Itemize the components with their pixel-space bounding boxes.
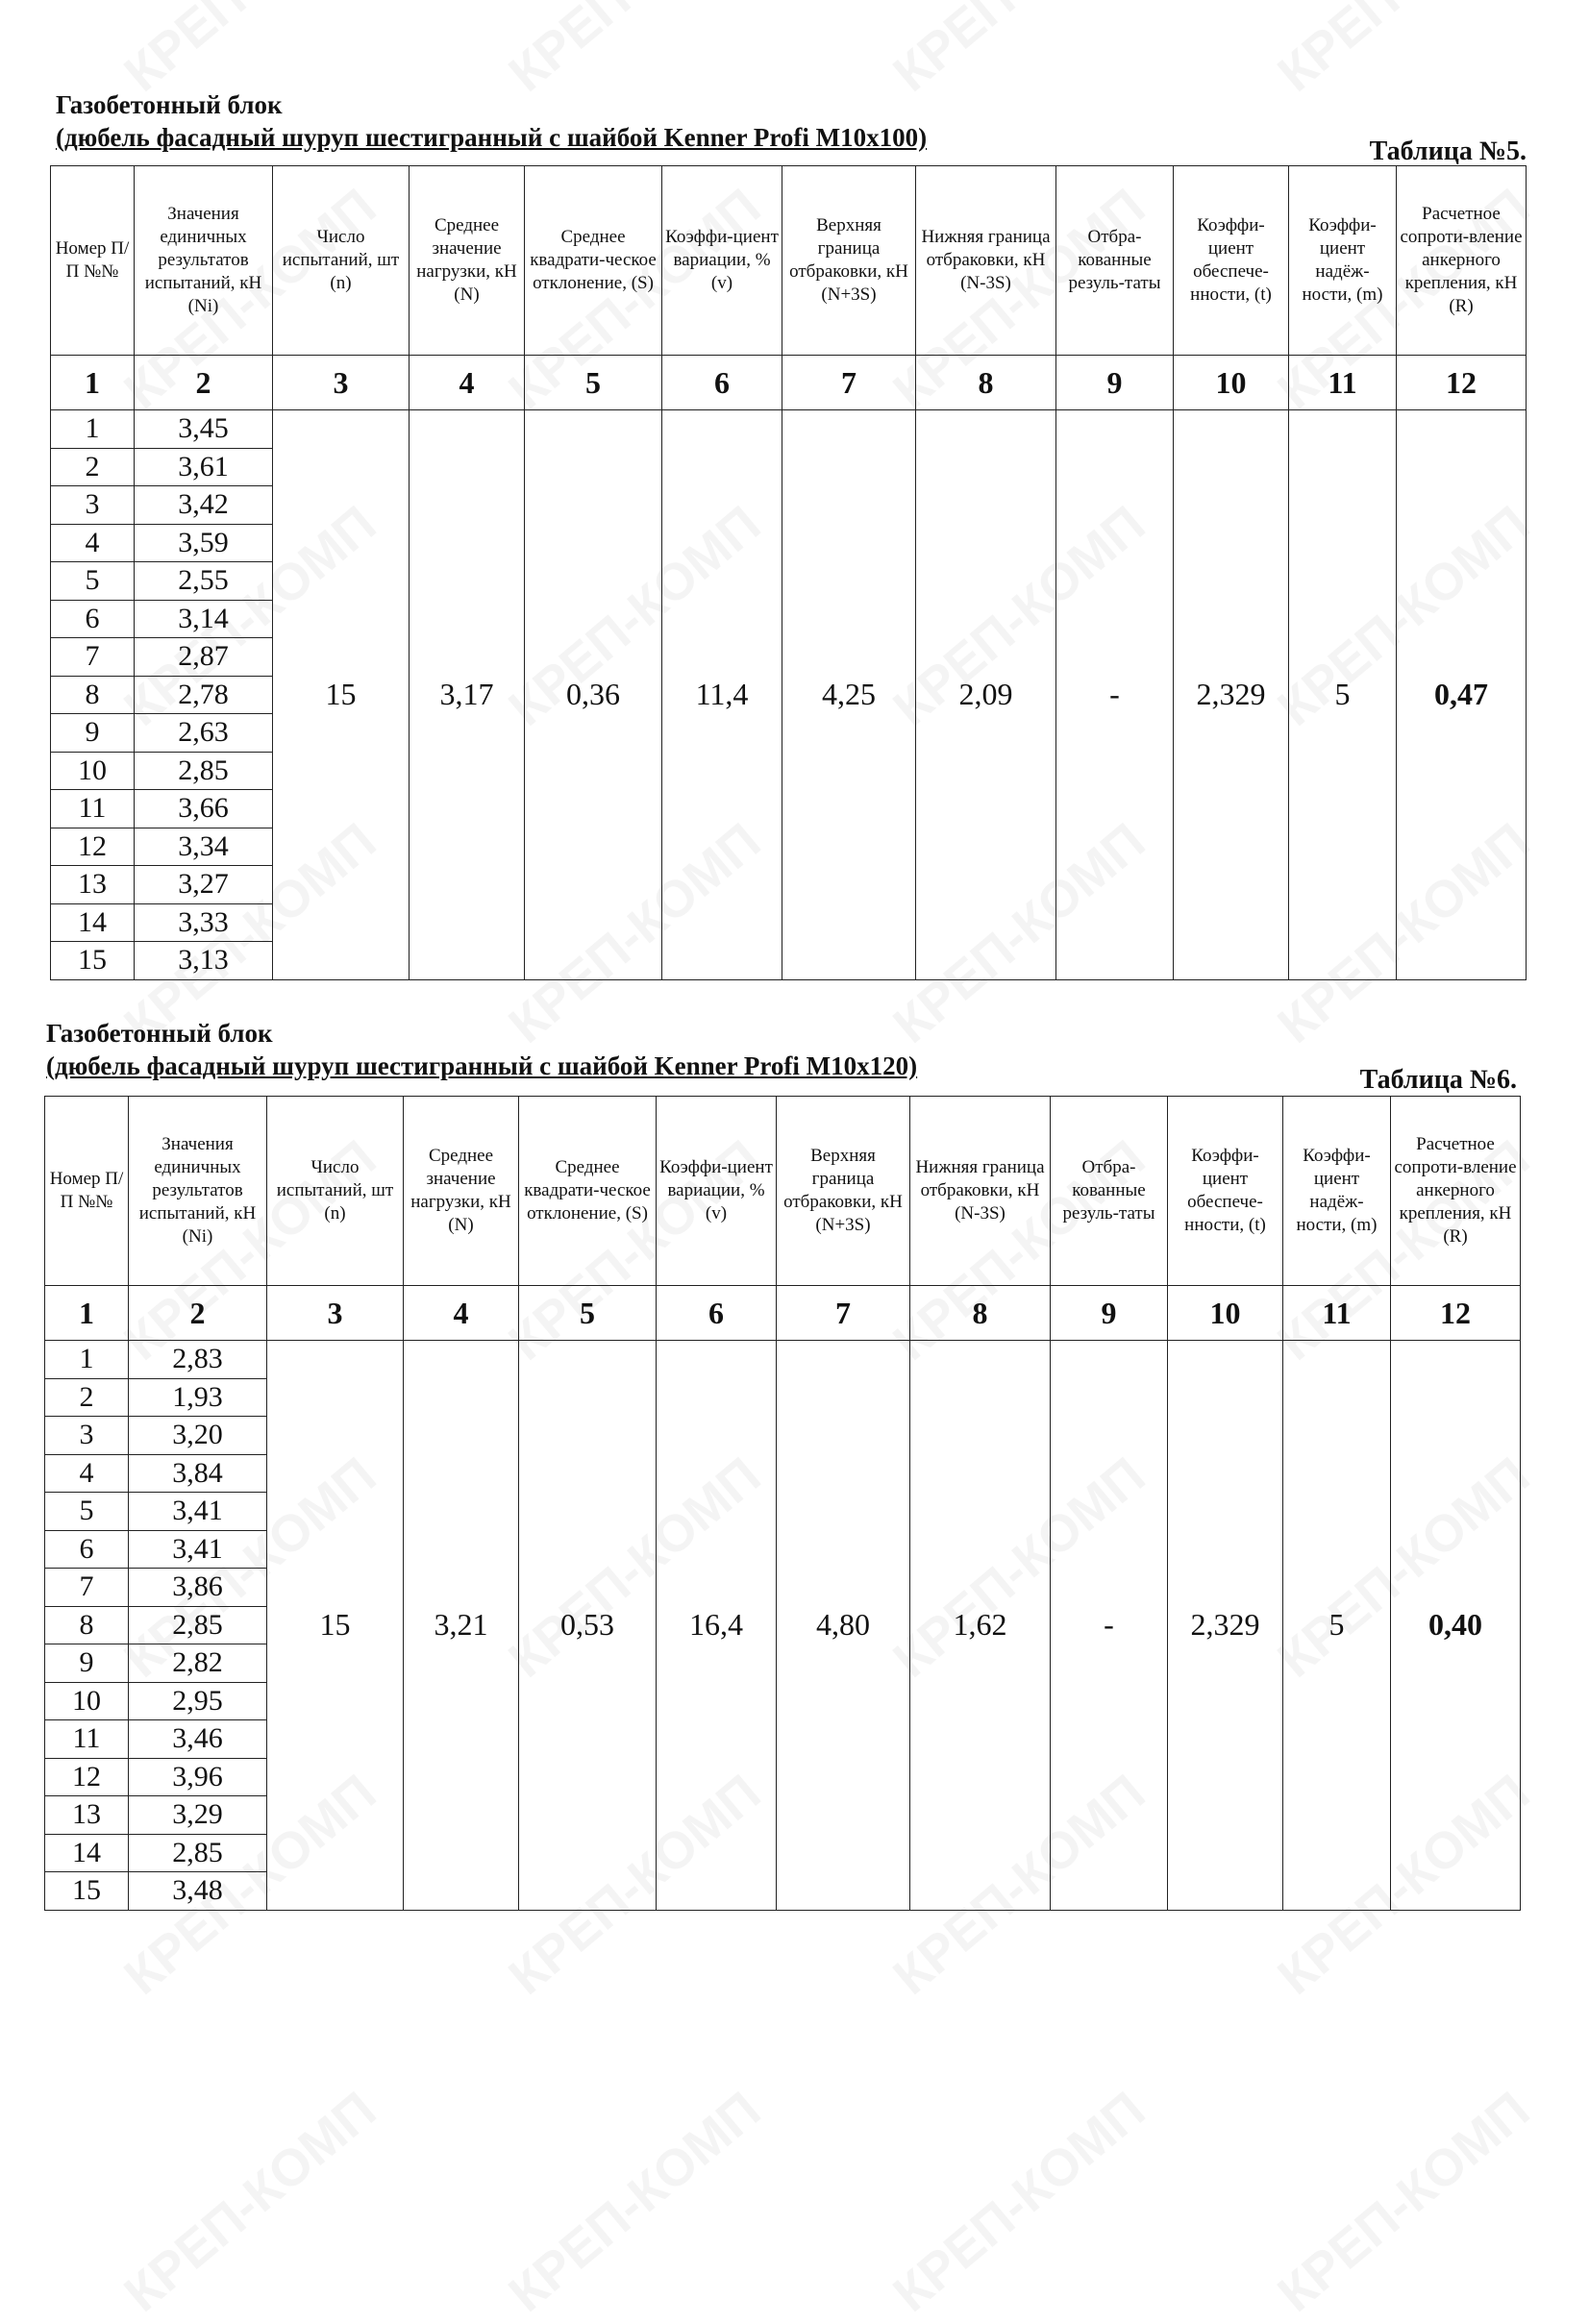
column-number: 3: [273, 356, 410, 410]
column-number: 5: [525, 356, 662, 410]
row-number: 8: [51, 676, 135, 714]
confidence-coefficient: 2,329: [1168, 1341, 1283, 1911]
single-result-value: 3,45: [135, 410, 273, 449]
single-result-value: 2,82: [129, 1644, 267, 1683]
reliability-coefficient: 5: [1289, 410, 1397, 980]
row-number: 7: [51, 638, 135, 677]
section-subtitle: (дюбель фасадный шуруп шестигранный с шайбой Kenner Profi M10x120): [46, 1051, 918, 1080]
results-table-5: [50, 165, 1527, 980]
column-number: 11: [1283, 1286, 1391, 1341]
row-number: 6: [51, 600, 135, 638]
column-header: Среднее значение нагрузки, кН (N): [404, 1097, 519, 1286]
column-number: 8: [916, 356, 1056, 410]
watermark-logo: [882, 2080, 1156, 2324]
column-number: 6: [657, 1286, 777, 1341]
column-number-row: [45, 1286, 1521, 1341]
table-section-6: [46, 1017, 1517, 1095]
single-result-value: 2,63: [135, 714, 273, 753]
reliability-coefficient: 5: [1283, 1341, 1391, 1911]
row-number: 9: [45, 1644, 129, 1683]
column-number: 2: [129, 1286, 267, 1341]
single-result-value: 3,27: [135, 866, 273, 904]
design-resistance: 0,40: [1391, 1341, 1521, 1911]
column-number: 12: [1397, 356, 1527, 410]
single-result-value: 2,87: [135, 638, 273, 677]
rejected-results: -: [1051, 1341, 1168, 1911]
row-number: 9: [51, 714, 135, 753]
column-header: Верхняя граница отбраковки, кН (N+3S): [782, 166, 916, 356]
column-number: 9: [1051, 1286, 1168, 1341]
column-number: 4: [404, 1286, 519, 1341]
results-table-6: [44, 1096, 1521, 1911]
row-number: 11: [51, 790, 135, 828]
single-result-value: 2,85: [135, 752, 273, 790]
single-result-value: 2,55: [135, 562, 273, 601]
single-result-value: 3,14: [135, 600, 273, 638]
column-header: Отбра-кованные резуль-таты: [1051, 1097, 1168, 1286]
row-number: 13: [45, 1796, 129, 1835]
row-number: 10: [45, 1682, 129, 1720]
column-header: Нижняя граница отбраковки, кН (N-3S): [916, 166, 1056, 356]
section-subtitle: (дюбель фасадный шуруп шестигранный с шайбой Kenner Profi M10x100): [56, 123, 928, 152]
column-header: Номер П/П №№: [51, 166, 135, 356]
column-number: 12: [1391, 1286, 1521, 1341]
row-number: 2: [45, 1378, 129, 1417]
column-header: Номер П/П №№: [45, 1097, 129, 1286]
single-result-value: 3,86: [129, 1569, 267, 1607]
single-result-value: 2,95: [129, 1682, 267, 1720]
row-number: 11: [45, 1720, 129, 1759]
column-header: Верхняя граница отбраковки, кН (N+3S): [777, 1097, 910, 1286]
single-result-value: 3,41: [129, 1530, 267, 1569]
single-result-value: 3,84: [129, 1454, 267, 1493]
single-result-value: 3,13: [135, 942, 273, 980]
column-number: 6: [662, 356, 782, 410]
row-number: 14: [51, 903, 135, 942]
rejected-results: -: [1056, 410, 1174, 980]
row-number: 4: [51, 524, 135, 562]
test-count: 15: [267, 1341, 404, 1911]
column-header: Расчетное сопроти-вление анкерного крепления, кН (R): [1391, 1097, 1521, 1286]
column-number: 5: [519, 1286, 657, 1341]
single-result-value: 3,29: [129, 1796, 267, 1835]
single-result-value: 2,85: [129, 1834, 267, 1872]
row-number: 13: [51, 866, 135, 904]
table-row: [45, 1341, 1521, 1379]
lower-rejection-limit: 2,09: [916, 410, 1056, 980]
row-number: 3: [45, 1417, 129, 1455]
row-number: 4: [45, 1454, 129, 1493]
column-header: Нижняя граница отбраковки, кН (N-3S): [910, 1097, 1051, 1286]
row-number: 6: [45, 1530, 129, 1569]
mean-load: 3,17: [410, 410, 525, 980]
upper-rejection-limit: 4,80: [777, 1341, 910, 1911]
column-number: 1: [45, 1286, 129, 1341]
lower-rejection-limit: 1,62: [910, 1341, 1051, 1911]
column-number: 10: [1174, 356, 1289, 410]
table-number: Таблица №5.: [1369, 136, 1527, 166]
column-header: Значения единичных результатов испытаний, кН (Ni): [135, 166, 273, 356]
column-header: Отбра-кованные резуль-таты: [1056, 166, 1174, 356]
single-result-value: 3,41: [129, 1493, 267, 1531]
row-number: 3: [51, 486, 135, 525]
header-row: [51, 166, 1527, 356]
watermark-logo: [498, 2080, 772, 2324]
column-number: 9: [1056, 356, 1174, 410]
row-number: 2: [51, 448, 135, 486]
single-result-value: 2,85: [129, 1606, 267, 1644]
single-result-value: 3,66: [135, 790, 273, 828]
section-title: Газобетонный блок: [46, 1019, 273, 1048]
row-number: 1: [45, 1341, 129, 1379]
row-number: 10: [51, 752, 135, 790]
row-number: 12: [45, 1758, 129, 1796]
watermark-logo: [113, 2080, 387, 2324]
row-number: 15: [51, 942, 135, 980]
design-resistance: 0,47: [1397, 410, 1527, 980]
std-deviation: 0,36: [525, 410, 662, 980]
column-header: Число испытаний, шт (n): [267, 1097, 404, 1286]
single-result-value: 1,93: [129, 1378, 267, 1417]
single-result-value: 3,42: [135, 486, 273, 525]
column-header: Коэффи-циент надёж-ности, (m): [1283, 1097, 1391, 1286]
column-header: Коэффи-циент вариации, % (v): [662, 166, 782, 356]
row-number: 1: [51, 410, 135, 449]
column-header: Коэффи-циент обеспече-нности, (t): [1168, 1097, 1283, 1286]
mean-load: 3,21: [404, 1341, 519, 1911]
column-header: Среднее квадрати-ческое отклонение, (S): [519, 1097, 657, 1286]
single-result-value: 3,61: [135, 448, 273, 486]
table-section-5: [56, 88, 1527, 166]
column-number: 10: [1168, 1286, 1283, 1341]
row-number: 12: [51, 828, 135, 866]
header-row: [45, 1097, 1521, 1286]
section-title: Газобетонный блок: [56, 90, 283, 119]
column-number: 2: [135, 356, 273, 410]
single-result-value: 3,20: [129, 1417, 267, 1455]
single-result-value: 3,34: [135, 828, 273, 866]
column-header: Среднее значение нагрузки, кН (N): [410, 166, 525, 356]
column-header: Среднее квадрати-ческое отклонение, (S): [525, 166, 662, 356]
row-number: 15: [45, 1872, 129, 1911]
column-header: Расчетное сопроти-вление анкерного крепления, кН (R): [1397, 166, 1527, 356]
column-number-row: [51, 356, 1527, 410]
column-header: Значения единичных результатов испытаний, кН (Ni): [129, 1097, 267, 1286]
row-number: 5: [45, 1493, 129, 1531]
row-number: 14: [45, 1834, 129, 1872]
row-number: 7: [45, 1569, 129, 1607]
column-number: 1: [51, 356, 135, 410]
upper-rejection-limit: 4,25: [782, 410, 916, 980]
confidence-coefficient: 2,329: [1174, 410, 1289, 980]
column-number: 7: [782, 356, 916, 410]
single-result-value: 2,83: [129, 1341, 267, 1379]
single-result-value: 3,33: [135, 903, 273, 942]
column-number: 4: [410, 356, 525, 410]
row-number: 8: [45, 1606, 129, 1644]
single-result-value: 3,46: [129, 1720, 267, 1759]
column-number: 11: [1289, 356, 1397, 410]
single-result-value: 3,96: [129, 1758, 267, 1796]
column-header: Коэффи-циент надёж-ности, (m): [1289, 166, 1397, 356]
watermark-logo: [1267, 2080, 1541, 2324]
single-result-value: 3,48: [129, 1872, 267, 1911]
test-count: 15: [273, 410, 410, 980]
column-number: 8: [910, 1286, 1051, 1341]
column-number: 3: [267, 1286, 404, 1341]
variation-coefficient: 16,4: [657, 1341, 777, 1911]
row-number: 5: [51, 562, 135, 601]
table-number: Таблица №6.: [1359, 1065, 1517, 1095]
single-result-value: 3,59: [135, 524, 273, 562]
column-header: Коэффи-циент обеспече-нности, (t): [1174, 166, 1289, 356]
variation-coefficient: 11,4: [662, 410, 782, 980]
single-result-value: 2,78: [135, 676, 273, 714]
std-deviation: 0,53: [519, 1341, 657, 1911]
column-header: Коэффи-циент вариации, % (v): [657, 1097, 777, 1286]
column-header: Число испытаний, шт (n): [273, 166, 410, 356]
table-row: [51, 410, 1527, 449]
column-number: 7: [777, 1286, 910, 1341]
